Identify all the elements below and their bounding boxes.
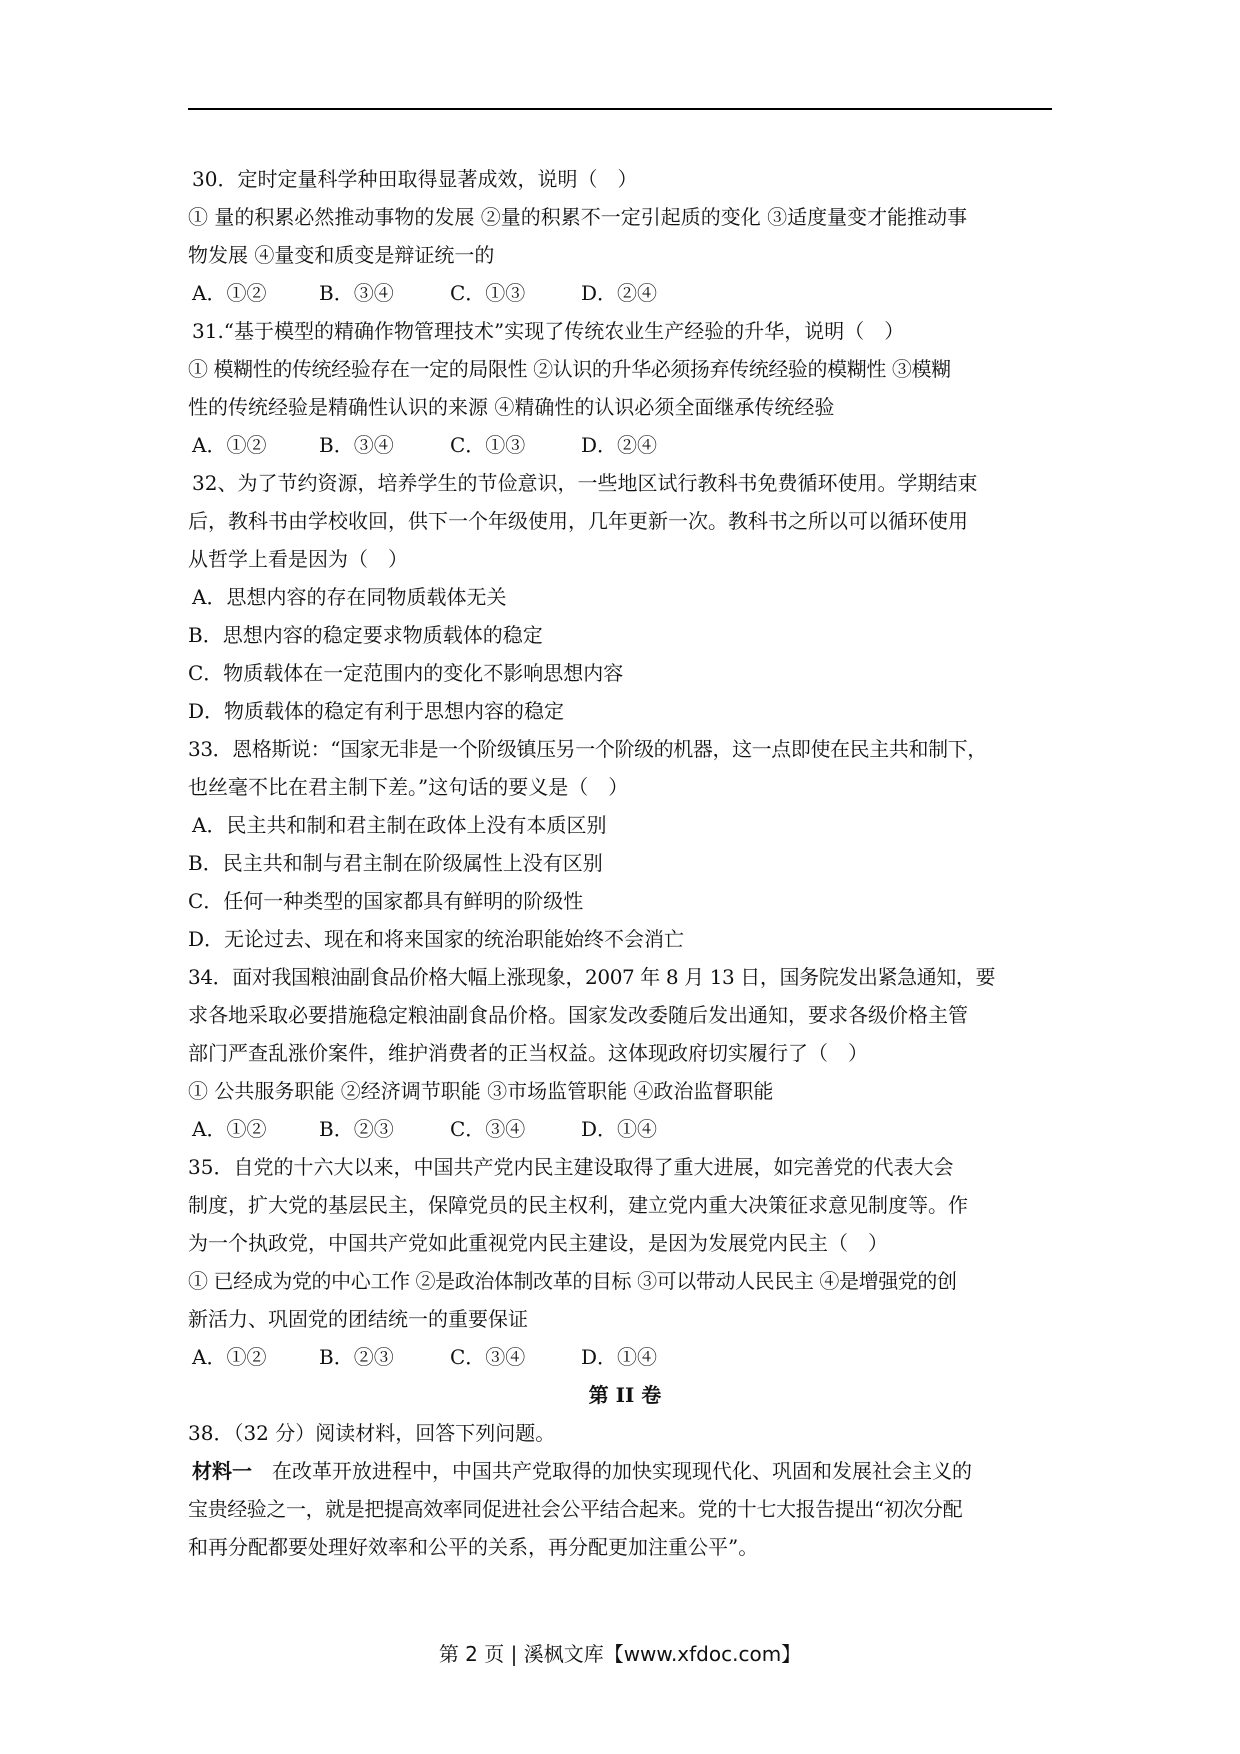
- q34-option-a: A．①②: [192, 1117, 267, 1141]
- q35-stem-line1: 35．自党的十六大以来，中国共产党内民主建设取得了重大进展，如完善党的代表大会: [188, 1155, 954, 1179]
- q31-items-line1: ① 模糊性的传统经验存在一定的局限性 ②认识的升华必须扬弃传统经验的模糊性 ③模糊: [188, 357, 951, 381]
- q33-stem-line2: 也丝毫不比在君主制下差。”这句话的要义是（ ）: [188, 775, 629, 799]
- q30-stem: 30．定时定量科学种田取得显著成效，说明（ ）: [192, 167, 638, 191]
- q34-stem-line2: 求各地采取必要措施稳定粮油副食品价格。国家发改委随后发出通知，要求各级价格主管: [188, 1003, 968, 1027]
- q35-options: [188, 1338, 1062, 1376]
- page-content: [188, 160, 1062, 1566]
- q38-material-line3: 和再分配都要处理好效率和公平的关系，再分配更加注重公平”。: [188, 1535, 759, 1559]
- q38-material-line1: [188, 1452, 1062, 1490]
- q30-option-c: C．①③: [450, 281, 526, 305]
- q33-option-d: D．无论过去、现在和将来国家的统治职能始终不会消亡: [188, 927, 685, 951]
- q33-option-a: A．民主共和制和君主制在政体上没有本质区别: [192, 813, 607, 837]
- q32-stem-line2: 后，教科书由学校收回，供下一个年级使用，几年更新一次。教科书之所以可以循环使用: [188, 509, 968, 533]
- q35-stem-line2: 制度，扩大党的基层民主，保障党员的民主权利，建立党内重大决策征求意见制度等。作: [188, 1193, 968, 1217]
- q32-stem-line3: 从哲学上看是因为（ ）: [188, 547, 408, 571]
- q34-options: [188, 1110, 1062, 1148]
- q34-items-line1: ① 公共服务职能 ②经济调节职能 ③市场监管职能 ④政治监督职能: [188, 1079, 774, 1103]
- q38-stem: 38．（32 分）阅读材料，回答下列问题。: [188, 1421, 556, 1445]
- q31-option-a: A．①②: [192, 433, 267, 457]
- q38-material-line2: 宝贵经验之一，就是把提高效率同促进社会公平结合起来。党的十七大报告提出“初次分配: [188, 1497, 963, 1521]
- q31-items-line2: 性的传统经验是精确性认识的来源 ④精确性的认识必须全面继承传统经验: [188, 395, 835, 419]
- q30-option-d: D．②④: [581, 281, 658, 305]
- q32-option-d: D．物质载体的稳定有利于思想内容的稳定: [188, 699, 565, 723]
- q33-stem-line1: 33．恩格斯说：“国家无非是一个阶级镇压另一个阶级的机器，这一点即使在民主共和制下，: [188, 737, 987, 761]
- q35-option-a: A．①②: [192, 1345, 267, 1369]
- q32-stem-line1: 32、为了节约资源，培养学生的节俭意识，一些地区试行教科书免费循环使用。学期结束: [192, 471, 978, 495]
- q35-option-b: B．②③: [319, 1345, 394, 1369]
- q34-stem-line1: 34．面对我国粮油副食品价格大幅上涨现象，2007 年 8 月 13 日，国务院发出紧急通知，要: [188, 965, 996, 989]
- q30-items-line1: ① 量的积累必然推动事物的发展 ②量的积累不一定引起质的变化 ③适度量变才能推动事: [188, 205, 968, 229]
- q31-option-c: C．①③: [450, 433, 526, 457]
- header-rule: [188, 108, 1052, 110]
- q34-option-d: D．①④: [581, 1117, 658, 1141]
- q30-items-line2: 物发展 ④量变和质变是辩证统一的: [188, 243, 495, 267]
- q38-material-label: 材料一: [192, 1459, 252, 1483]
- q31-option-d: D．②④: [581, 433, 658, 457]
- q33-option-b: B．民主共和制与君主制在阶级属性上没有区别: [188, 851, 603, 875]
- q35-stem-line3: 为一个执政党，中国共产党如此重视党内民主建设，是因为发展党内民主（ ）: [188, 1231, 888, 1255]
- q30-options: [188, 274, 1062, 312]
- q31-options: [188, 426, 1062, 464]
- q32-option-b: B．思想内容的稳定要求物质载体的稳定: [188, 623, 543, 647]
- section-title: 第 II 卷: [588, 1383, 662, 1407]
- q31-stem: 31.“基于模型的精确作物管理技术”实现了传统农业生产经验的升华，说明（ ）: [192, 319, 905, 343]
- q32-option-a: A．思想内容的存在同物质载体无关: [192, 585, 507, 609]
- q30-option-b: B．③④: [319, 281, 394, 305]
- q34-option-c: C．③④: [450, 1117, 526, 1141]
- q34-stem-line3: 部门严查乱涨价案件，维护消费者的正当权益。这体现政府切实履行了（ ）: [188, 1041, 868, 1065]
- q35-items-line1: ① 已经成为党的中心工作 ②是政治体制改革的目标 ③可以带动人民民主 ④是增强党的创: [188, 1269, 957, 1293]
- q38-material-text1: 在改革开放进程中，中国共产党取得的加快实现现代化、巩固和发展社会主义的: [252, 1459, 972, 1483]
- q35-option-c: C．③④: [450, 1345, 526, 1369]
- q35-option-d: D．①④: [581, 1345, 658, 1369]
- page-footer: 第 2 页 | 溪枫文库【www.xfdoc.com】: [438, 1642, 802, 1666]
- q33-option-c: C．任何一种类型的国家都具有鲜明的阶级性: [188, 889, 584, 913]
- q34-option-b: B．②③: [319, 1117, 394, 1141]
- q35-items-line2: 新活力、巩固党的团结统一的重要保证: [188, 1307, 528, 1331]
- q32-option-c: C．物质载体在一定范围内的变化不影响思想内容: [188, 661, 624, 685]
- q30-option-a: A．①②: [192, 281, 267, 305]
- q31-option-b: B．③④: [319, 433, 394, 457]
